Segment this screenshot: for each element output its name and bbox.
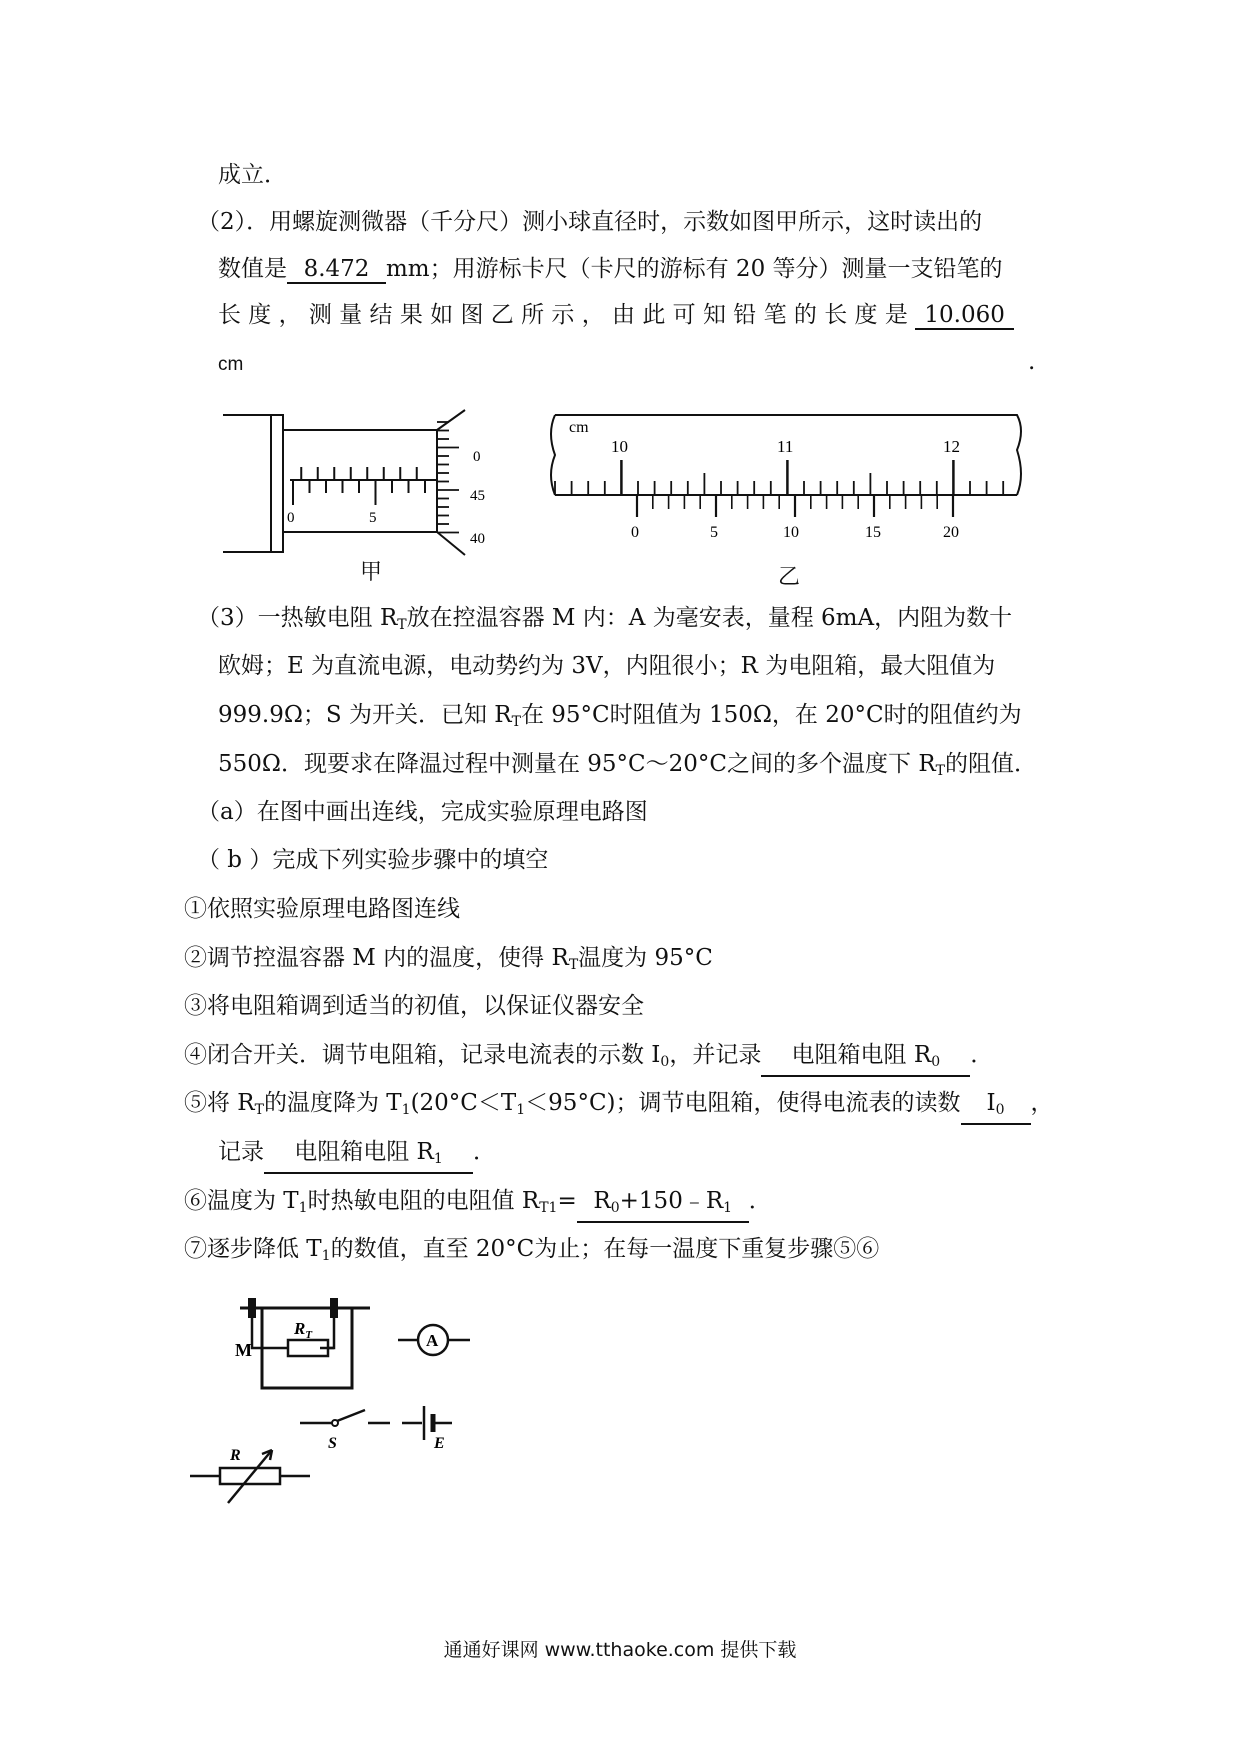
step-1: ①依照实验原理电路图连线 — [184, 896, 460, 922]
question-3-line-1: （3）一热敏电阻 $R_T$放在控温容器 M 内：A 为毫安表，量程 6mA，内阻为数十 — [197, 605, 1013, 633]
question-2-line-2: 数值是 8.472 mm；用游标卡尺（卡尺的游标有 20 等分）测量一支铅笔的 — [218, 256, 1003, 282]
answer-blank-caliper: 10.060 — [915, 302, 1014, 330]
vernier-caliper-figure — [545, 405, 1035, 550]
thimble-label-0: 0 — [473, 449, 481, 465]
question-2-line-1: （2）．用螺旋测微器（千分尺）测小球直径时，示数如图甲所示，这时读出的 — [197, 209, 983, 235]
sub-question-b: （ b ）完成下列实验步骤中的填空 — [197, 847, 549, 873]
vernier-label-20: 20 — [943, 524, 959, 541]
step-5-continued: 记录 电阻箱电阻 $R_1$ ． — [218, 1137, 496, 1174]
main-scale-label-12: 12 — [943, 437, 960, 456]
sleeve-label-0: 0 — [287, 510, 295, 526]
step-2: ②调节控温容器 M 内的温度，使得 $R_T$温度为 95°C — [184, 945, 713, 973]
thimble-label-45: 45 — [470, 488, 485, 504]
answer-blank-step5: $I_0$ — [961, 1090, 1031, 1125]
figure-caption-jia: 甲 — [360, 560, 383, 585]
sub-question-a: （a）在图中画出连线，完成实验原理电路图 — [197, 799, 648, 825]
unit-cm: cm — [218, 354, 244, 375]
question-3-line-4: 550Ω．现要求在降温过程中测量在 95°C～20°C之间的多个温度下 $R_T$的阻值． — [218, 751, 1037, 779]
ammeter-label: A — [426, 1331, 439, 1350]
text-line-1: 成立． — [218, 162, 287, 188]
battery-label: E — [434, 1435, 445, 1452]
switch-label: S — [328, 1435, 337, 1452]
thermistor-label: $R_T$ — [294, 1319, 313, 1341]
answer-blank-step4: 电阻箱电阻 $R_0$ — [761, 1042, 970, 1077]
main-scale-label-11: 11 — [777, 437, 794, 456]
step-7: ⑦逐步降低 $T_1$的数值，直至 20°C为止；在每一温度下重复步骤⑤⑥ — [184, 1236, 880, 1264]
vernier-label-15: 15 — [865, 524, 881, 541]
page-footer: 通通好课网 www.tthaoke.com 提供下载 — [443, 1639, 797, 1661]
container-label-M: M — [235, 1340, 252, 1360]
step-6: ⑥温度为 $T_1$时热敏电阻的电阻值 $R_{T1}=$ $R_0+150﹣R_1$ ． — [184, 1186, 772, 1223]
answer-blank-step6: $R_0+150﹣R_1$ — [577, 1188, 749, 1223]
micrometer-figure — [215, 405, 520, 580]
sleeve-label-5: 5 — [369, 510, 377, 526]
question-2-line-3: 长 度 ， 测 量 结 果 如 图 乙 所 示 ， 由 此 可 知 铅 笔 的 长 度 是 10.060 — [218, 300, 1014, 330]
switch-symbol — [337, 1410, 365, 1421]
resistance-box-label: R — [230, 1447, 241, 1464]
step-5: ⑤将 $R_T$的温度降为 $T_1(20^\circ C<T_1<95^\circ C)$；调节电阻箱，使得电流表的读数 $I_0$ ， — [184, 1088, 1054, 1125]
step-3: ③将电阻箱调到适当的初值，以保证仪器安全 — [184, 993, 644, 1019]
vernier-label-0: 0 — [631, 524, 639, 541]
question-3-line-2: 欧姆；E 为直流电源，电动势约为 3V，内阻很小；R 为电阻箱，最大阻值为 — [218, 653, 996, 679]
caliper-unit-label: cm — [569, 419, 589, 436]
step-4: ④闭合开关．调节电阻箱，记录电流表的示数 $I_0$，并记录 电阻箱电阻 $R_0$ ． — [184, 1040, 993, 1077]
period-mark: . — [1028, 349, 1036, 375]
vernier-label-5: 5 — [710, 524, 718, 541]
figure-caption-yi: 乙 — [778, 565, 801, 590]
main-scale-label-10: 10 — [611, 437, 628, 456]
thimble-label-40: 40 — [470, 531, 485, 547]
vernier-label-10: 10 — [783, 524, 799, 541]
circuit-components-figure — [190, 1288, 510, 1508]
answer-blank-micrometer: 8.472 — [287, 256, 386, 284]
answer-blank-step5-record: 电阻箱电阻 $R_1$ — [264, 1139, 473, 1174]
question-3-line-3: 999.9Ω；S 为开关．已知 $R_T$在 95°C时阻值为 150Ω，在 20°C时的阻值约为 — [218, 702, 1022, 730]
